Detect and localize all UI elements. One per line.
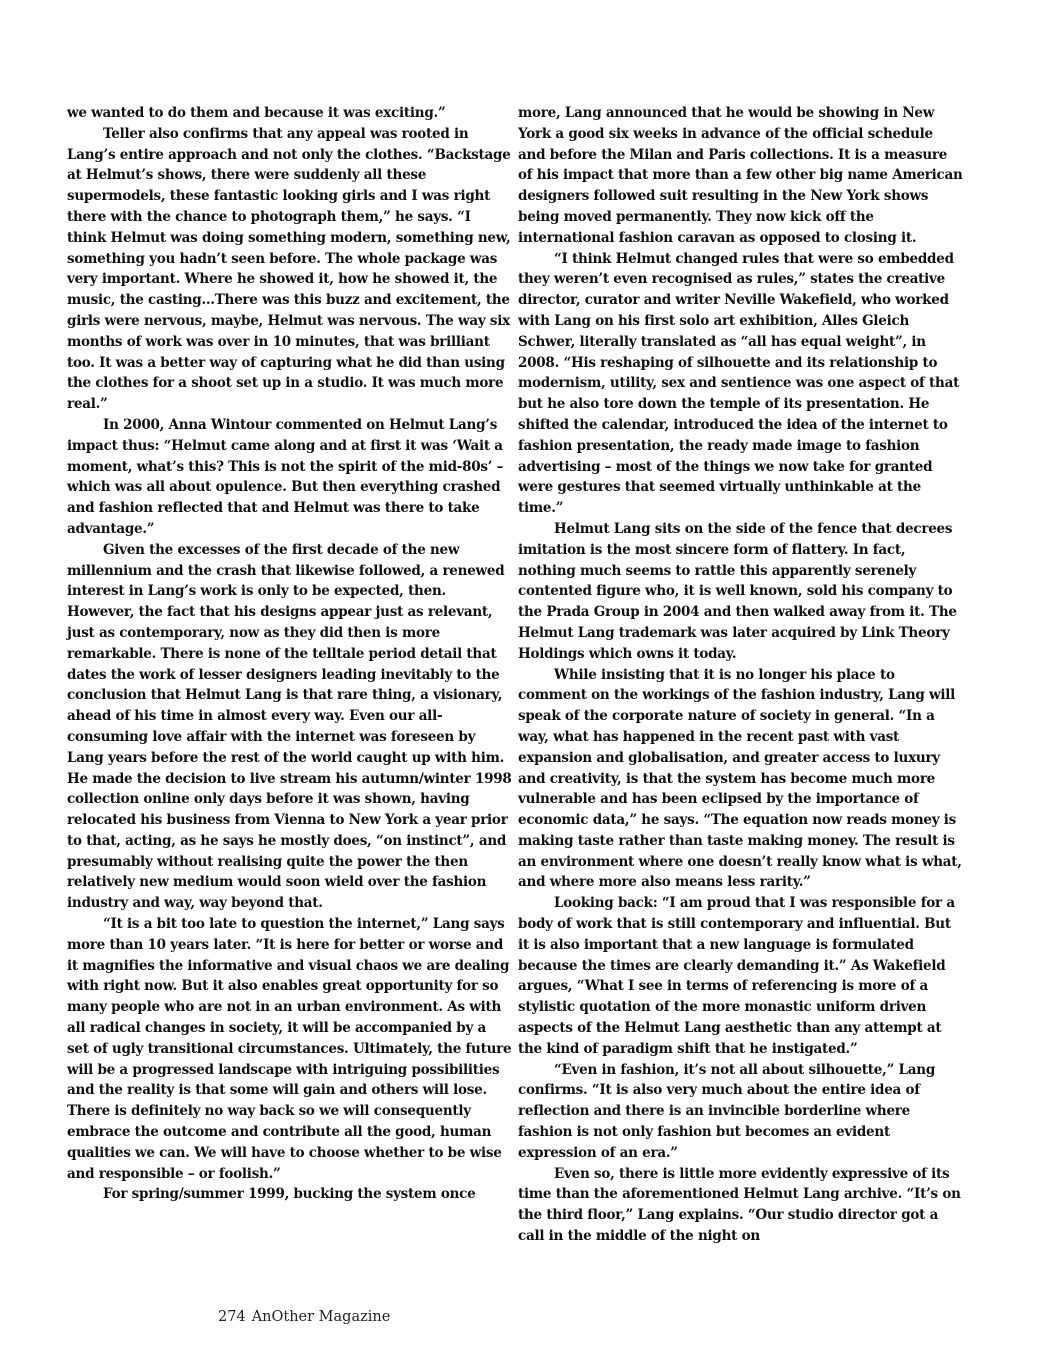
paragraph: Looking back: “I am proud that I was responsible for a body of work that is still contemporary and influential. But it is also important that a new language is formulated because the times are clearly demanding it.” As Wakefield argues, “What I see in terms of referencing is more of a stylistic quotation of the more monastic uniform driven aspects of the Helmut Lang aesthetic than any attempt at the kind of paradigm shift that he instigated.” [518, 895, 955, 1057]
publication-name: AnOther Magazine [251, 1309, 391, 1325]
paragraph: Even so, there is little more evidently expressive of its time than the aforementioned Helmut Lang archive. “It’s on the third floor,” Lang explains. “Our studio director got a call in the middle of the night on [518, 1165, 961, 1245]
page-footer [218, 1309, 396, 1325]
paragraph: While insisting that it is no longer his place to comment on the workings of the fashion industry, Lang will speak of the corporate nature of society in general. “In a way, what has happened in the recent past with vast expansion and globalisation, and greater access to luxury and creativity, is that the system has become much more vulnerable and has been eclipsed by the importance of economic data,” he says. “The equation now reads money is making taste rather than taste making money. The result is an environment where one doesn’t really know what is what, and where more also means less rarity.” [518, 666, 962, 891]
paragraph: more, Lang announced that he would be showing in New York a good six weeks in advance of the official schedule and before the Milan and Paris collections. It is a measure of his impact that more than a few other big name American designers followed suit resulting in the New York shows being moved permanently. They now kick off the international fashion caravan as opposed to closing it. [518, 105, 963, 246]
paragraph: In 2000, Anna Wintour commented on Helmut Lang’s impact thus: “Helmut came along and at first it was ‘Wait a moment, what’s this? This is not the spirit of the mid-80s’ – which was all about opulence. But then everything crashed and fashion reflected that and Helmut was there to take advantage.” [67, 416, 504, 537]
right-column [518, 103, 963, 1247]
paragraph: “Even in fashion, it’s not all about silhouette,” Lang confirms. “It is also very much about the entire idea of reflection and there is an invincible borderline where fashion is not only fashion but becomes an evident expression of an era.” [518, 1061, 936, 1161]
paragraph: “It is a bit too late to question the internet,” Lang says more than 10 years later. “It is here for better or worse and it magnifies the informative and visual chaos we are dealing with right now. But it also enables great opportunity for so many people who are not in an urban environment. As with all radical changes in society, it will be accompanied by a set of ugly transitional circumstances. Ultimately, the future will be a progressed landscape with intriguing possibilities and the reality is that some will gain and others will lose. There is definitely no way back so we will consequently embrace the outcome and contribute all the good, human qualities we can. We will have to choose whether to be wise and responsible – or foolish.” [67, 916, 512, 1182]
paragraph: Teller also confirms that any appeal was rooted in Lang’s entire approach and not only the clothes. “Backstage at Helmut’s shows, there were suddenly all these supermodels, these fantastic looking girls and I was right there with the chance to photograph them,” he says. “I think Helmut was doing something modern, something new, something you hadn’t seen before. The whole package was very important. Where he showed it, how he showed it, the music, the casting…There was this buzz and excitement, the girls were nervous, maybe, Helmut was nervous. The way six months of work was over in 10 minutes, that was brilliant too. It was a better way of capturing what he did than using the clothes for a shoot set up in a studio. It was much more real.” [67, 125, 511, 413]
paragraph: “I think Helmut changed rules that were so embedded they weren’t even recognised as rules,” states the creative director, curator and writer Neville Wakefield, who worked with Lang on his first solo art exhibition, Alles Gleich Schwer, literally translated as “all has equal weight”, in 2008. “His reshaping of silhouette and its relationship to modernism, utility, sex and sentience was one aspect of that but he also tore down the temple of its presentation. He shifted the calendar, introduced the idea of the internet to fashion presentation, the ready made image to fashion advertising – most of the things we now take for granted were gestures that seemed virtually unthinkable at the time.” [518, 250, 960, 517]
page-number: 274 [218, 1309, 246, 1325]
paragraph: For spring/summer 1999, bucking the system once [103, 1186, 476, 1203]
paragraph: Helmut Lang sits on the side of the fence that decrees imitation is the most sincere form of flattery. In fact, nothing much seems to rattle this apparently serenely contented figure who, it is well known, sold his company to the Prada Group in 2004 and then walked away from it. The Helmut Lang trademark was later acquired by Link Theory Holdings which owns it today. [518, 520, 957, 662]
left-column [67, 103, 512, 1205]
paragraph: we wanted to do them and because it was exciting.” [67, 105, 446, 121]
paragraph: Given the excesses of the first decade of the new millennium and the crash that likewise followed, a renewed interest in Lang’s work is only to be expected, then. However, the fact that his designs appear just as relevant, just as contemporary, now as they did then is more remarkable. There is none of the telltale period detail that dates the work of lesser designers leading inevitably to the conclusion that Helmut Lang is that rare thing, a visionary, ahead of his time in almost every way. Even our all-consuming love affair with the internet was foreseen by Lang years before the rest of the world caught up with him. He made the decision to live stream his autumn/winter 1998 collection online only days before it was shown, having relocated his business from Vienna to New York a year prior to that, acting, as he says he mostly does, “on instinct”, and presumably without realising quite the power the then relatively new medium would soon wield over the fashion industry and way, way beyond that. [67, 541, 512, 912]
